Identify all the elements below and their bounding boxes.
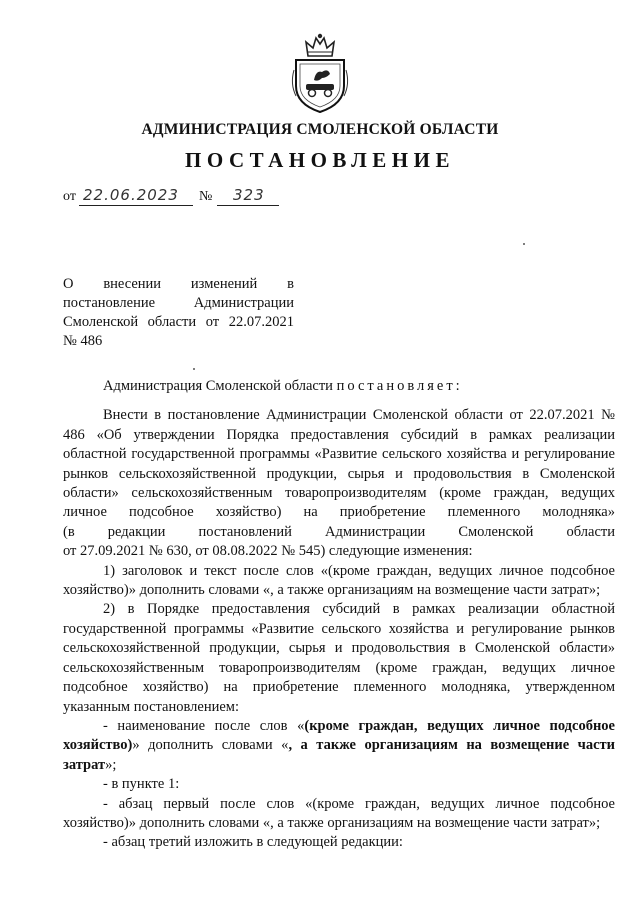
smolensk-coat-of-arms-icon bbox=[288, 30, 352, 116]
document-subject bbox=[63, 275, 294, 351]
text-run: »; bbox=[105, 756, 117, 773]
paragraph-abzac-1: - абзац первый после слов «(кроме граждан, ведущих личное подсобное хозяйство)» дополнить словами «, а также организациям на возмещение части затрат»; bbox=[63, 795, 615, 831]
text-run: » дополнить словами « bbox=[132, 737, 289, 754]
date-underline bbox=[79, 205, 193, 206]
preamble bbox=[63, 377, 615, 396]
paragraph-main: Внести в постановление Администрации Смоленской области от 22.07.2021 № 486 «Об утверждении Порядка предоставления субсидий в рамках реализации областной государственной программы «Развитие сельского хозяйства и регулирование рынков сельскохозяйственной продукции, сырья и продовольствия в Смоленской области» сельскохозяйственным товаропроизводителям (кроме граждан, ведущих личное подсобное хозяйство) на приобретение племенного молодняка» bbox=[63, 407, 615, 521]
document-type-title: ПОСТАНОВЛЕНИЕ bbox=[185, 148, 455, 172]
subject-line: Смоленской области от 22.07.2021 bbox=[63, 314, 294, 330]
date-number-line bbox=[63, 186, 303, 209]
subject-line: О внесении изменений в bbox=[63, 276, 294, 292]
paragraph-name-change bbox=[63, 717, 615, 775]
paragraph-item-2: 2) в Порядке предоставления субсидий в рамках реализации областной государственной программы «Развитие сельского хозяйства и регулирование рынков сельскохозяйственной продукции, сырья и продовольствия в Смоленской области» сельскохозяйственным товаропроизводителям (кроме граждан, ведущих личное подсобное хозяйство) на приобретение племенного молодняка, утвержденном указанным постановлением: bbox=[63, 601, 615, 715]
preamble-verb: постановляет: bbox=[336, 378, 463, 394]
date-prefix: от bbox=[63, 189, 76, 204]
paragraph-main-tail: (в редакции постановлений Администрации Смоленской области bbox=[63, 523, 615, 540]
paragraph-abzac-3: - абзац третий изложить в следующей редакции: bbox=[103, 834, 403, 851]
number-prefix: № bbox=[199, 189, 213, 204]
subject-line: № 486 bbox=[63, 333, 103, 349]
bold-run: (кроме граждан, ведущих личное подсобное хозяйство) bbox=[63, 717, 615, 754]
subject-line: постановление Администрации bbox=[63, 295, 294, 311]
text-run: - наименование после слов « bbox=[103, 717, 305, 734]
paragraph-item-1: 1) заголовок и текст после слов «(кроме граждан, ведущих личное подсобное хозяйство)» дополнить словами «, а также организациям на возмещение части затрат»; bbox=[63, 562, 615, 599]
scan-speck bbox=[193, 368, 195, 370]
number-value: 323 bbox=[233, 186, 265, 204]
preamble-text: Администрация Смоленской области bbox=[103, 378, 337, 394]
bold-run: , а также организациям на возмещение части затрат bbox=[63, 737, 615, 773]
number-underline bbox=[217, 205, 279, 206]
document-body bbox=[63, 377, 615, 853]
organization-title: АДМИНИСТРАЦИЯ СМОЛЕНСКОЙ ОБЛАСТИ bbox=[141, 121, 499, 138]
date-value: 22.06.2023 bbox=[83, 186, 179, 204]
paragraph-point-1: - в пункте 1: bbox=[103, 776, 180, 793]
scan-speck bbox=[523, 243, 525, 245]
paragraph-main-end: от 27.09.2021 № 630, от 08.08.2022 № 545) следующие изменения: bbox=[63, 543, 473, 560]
